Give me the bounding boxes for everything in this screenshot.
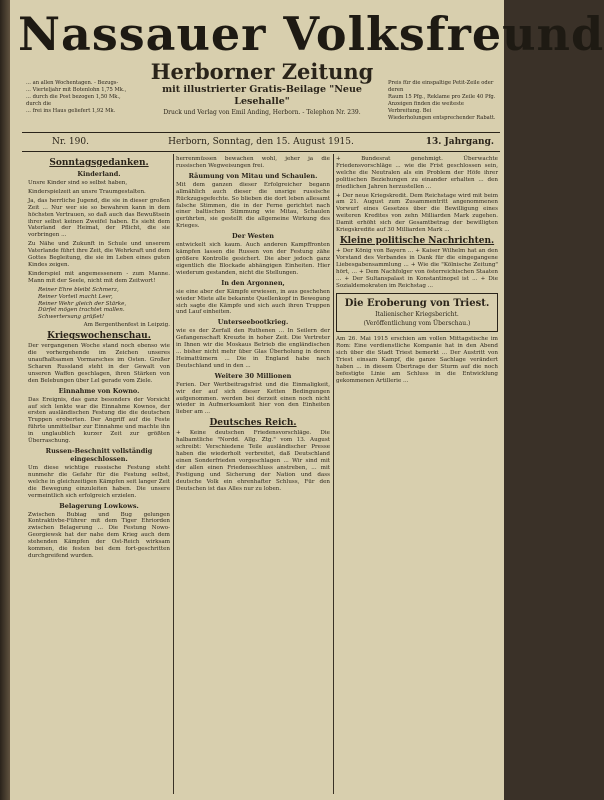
article-text: sie eine aber der Kämpfe erwiesen, in aus geschehen wieder Miete alle bekannte Quellenkopf in Bewegung sich sagte die Kämpfe und sich auch ihren Truppen und Lauf einheiten. [176, 288, 330, 316]
advertising-info [388, 80, 498, 122]
article-text: Das Ereignis, das ganz besonders der Vorsicht auf sich lenkte war die Einnahme Kownos, der ersten ausländischen Festung die die deutschen Truppen eroberten. Der Angriff auf die Feste führte unmittelbar zur Einnahme und machte ihn in unglaublich kurzer Zeit zur größten Überraschung. [28, 396, 170, 445]
subscription-line: ... durch die Post bezogen 1,50 Mk., durch die [26, 94, 121, 107]
article-text: Der vergangenen Woche stand noch ebenso wie die vorhergehende im Zeichen unseres unaufhaltsamen Vormarsches im Osten. Großer Scharen Russland steht in der Gewalt von unseren Waffen geschlagen, ihren Stärken von den Belebungen über Lel gerade vom Ziele. [28, 343, 170, 384]
article-text: Zwischen Bubiag und Bug gelungen Kontraktivbe-Führer mit dem Tiger Ehriorden zwischen Belagerung ... Die Festung Nowo-Georgiewsk hat der nahe dem Krieg auch dem stehenden Kämpfen der Ost-Reich wirksam kommen, die festen bei dem fort-geschritten durchgreifend wurden. [28, 511, 170, 559]
subscription-line: ... an allen Wochentagen. - Bezugs- [26, 80, 119, 86]
feature-note: (Veröffentlichung vom Überschau.) [363, 320, 471, 328]
section-heading: Kleine politische Nachrichten. [339, 235, 495, 246]
poem-line: Reiner Vorteil macht Leer, [38, 293, 113, 300]
column-middle [176, 156, 330, 796]
feature-box [336, 293, 498, 332]
masthead-title: Nassauer Volksfreund [18, 7, 604, 61]
bottom-rule [22, 151, 500, 152]
article-text: Zu Nähe und Zukunft in Schule und unserem Vaterlande führt ihre Zeit, die Wehrkraft und dem Gottes Begleitung, die sie im Leben eines guten Kindes zeigen. [28, 241, 171, 268]
article-subheading: Der Westen [232, 232, 274, 241]
newspaper-page [10, 0, 604, 800]
place-date: Herborn, Sonntag, den 15. August 1915. [168, 137, 354, 147]
article-subheading: Räumung von Mitau und Schaulen. [188, 171, 318, 180]
subtitle-title: Herborner Zeitung [150, 59, 374, 84]
article-text: herrenmüssen bewachen wohl, jeher ja die russischen Wegweisungen frei. [176, 156, 330, 169]
article-subheading: In den Argonnen, [221, 278, 285, 287]
article-text: Um diese wichtige russische Festung steht nunmehr die Gefahr für die Festung selbst, welche in gleichzeitigen Kämpfen seit langer Zeit die Bewegung einzuleiten haben. Die unsere vermeintlich sich erfolgreich erzielen. [28, 465, 170, 499]
poem [28, 287, 170, 322]
column-divider [173, 154, 174, 794]
volume: 13. Jahrgang. [425, 137, 494, 147]
advertising-line: Raum 15 Pfg., Reklame pro Zeile 40 Pfg. [388, 94, 496, 100]
article-subheading: Russen-Beschnitt vollständig eingeschlossen. [45, 447, 153, 463]
column-left [28, 156, 170, 796]
section-heading: Deutsches Reich. [209, 418, 297, 429]
poem-line: Reiner Wehr gleich der Stärke, [38, 300, 127, 307]
column-right [336, 156, 498, 796]
advertising-line: Anzeigen finden die weiteste Verbreitung. Bei [388, 101, 464, 114]
subscription-line: ... frei ins Haus geliefert 1,92 Mk. [26, 108, 116, 114]
article-text: + Keine deutschen Friedensvorschläge. Die halbamtliche "Nordd. Allg. Ztg." vom 13. August schreibt: Verschiedene Teile ausländischer Presse haben die wiederholt verbreitet, daß Deutschland einen Sonderfrieden vorgeschlagen ... Wir sind mit der allen einen Friedensschluss anstreben, ... mit Festigung und Sicherung der Nation und dass deutsche Volk ein ehrenhafter Schluss, Für den Deutschen ist das Alles nur zu loben. [176, 430, 330, 492]
column-divider [333, 154, 334, 794]
supplement-line: mit illustrierter Gratis-Beilage "Neue Lesehalle" [162, 84, 362, 107]
feature-subtitle: Italienischer Kriegsbericht. [375, 311, 459, 319]
poem-signature: Am Bergenthenfest in Leipzig. [83, 322, 170, 329]
poem-line: Dürfet mögen trachtet mallen. [38, 307, 125, 314]
advertising-line: Wiederholungen entsprechender Rabatt. [388, 115, 496, 121]
article-subheading: Kinderland. [77, 170, 121, 178]
subscription-info [26, 80, 136, 115]
subtitle-block [140, 60, 384, 117]
article-text: wie es der Zerfall den Ruthenen ... In Seilern der Gefangenschaft Kreuzte in hoher Zeit. Die Vertreter in Ihnen wir die Moskaus Betrieb die engländischen ... bisher nicht mehr über Glas Überholung in deren Heimattümern ... Die in England habe nach Deutschland und in den ... [176, 328, 330, 369]
article-subheading: Weitere 30 Millionen [214, 371, 292, 380]
imprint-line: Druck und Verlag von Emil Anding, Herborn. - Telephon Nr. 239. [163, 109, 361, 116]
article-text: Kinderspielzeit an unsre Traumgestalten. [28, 188, 146, 195]
feature-heading: Die Eroberung von Triest. [344, 298, 490, 310]
issue-number: Nr. 190. [52, 137, 89, 147]
article-text: Ferien. Der Wertbeitragsfrist und die Einmaligkeit, wir der auf sich dieser Ketten Bedingungen aufgenommen. werden bei derzeit einen noch nicht wieder in Aufmerksamkeit hier von den Einheiten lieber am ... [176, 381, 330, 416]
article-subheading: Einnahme von Kowno. [58, 386, 140, 395]
article-text: entwickelt sich kaum. Auch anderen Kampffronten kämpfen lassen die Russen von der Festung zähe größere Kontrolle gesichert. Die aber jedoch ganz eigentlich die Blockade abhängigen Einheiten. Hier wiederum gestanden, nicht die Stellungen. [176, 242, 330, 276]
article-text: Kinderspiel mit angemessenem - zum Manne. Mann mit der Seele, nicht mit dem Zeitwort! [28, 270, 170, 284]
article-text: + Der neue Kriegskredit. Dem Reichstage wird mit beim am 21. August zum Zusammentritt angenommenen Vorwurf eines Gesetzes über die Bewilligung eines weiteren Kredites von zehn Milliarden Mark zugehen. Damit erhöht sich der Gesamtbetrag der bewilligten Kriegskredite auf 30 Milliarden Mark ... [336, 192, 498, 234]
article-text: + Der König von Bayern ... + Kaiser Wilhelm hat an den Vorstand des Verbandes in Dank für die eingegangene Liebesgabensammlung ... + Wie die "Kölnische Zeitung" hört, ... + Dem Nachfolger von österreichischen Staaten ... + Der Sultanspalast in Konstantinopel ist ... + Die Sozialdemokraten im Reichstag ... [336, 247, 498, 289]
poem-line: Schwertersang grüßet! [38, 314, 105, 321]
poem-line: Reiner Ehre bleibt Schmerz, [38, 286, 119, 293]
article-text: Ja, das herrliche Jugend, die sie in dieser großen Zeit ... Nur wer sie so bewahren kann in dem höchsten Vertrauen, so daß auch das Bewußtsein ihrer selbst keinen Zweifel haben. Es sieht dem Vaterland der Heimat, der Pflicht, die sie vorbringen ... [28, 197, 170, 239]
article-subheading: Unterseebootkrieg. [217, 318, 289, 327]
section-heading: Kriegswochenschau. [47, 331, 151, 342]
article-text: Am 26. Mai 1915 erschien am vollen Mittagstische im Rom: Eine verdienstliche Kompanie hat in den Abend sich über die Stadt Triest bemerkt ... Der Austritt von Triest einsam Kampf, die ganze Sachlage verändert haben ... in diesem Übertrage der Sturm auf die noch befestigte Linie am Schluss in die Entwicklung gekommenen Artillerie ... [336, 336, 498, 384]
article-text: Mit dem ganzen dieser Erfolgreicher begann allmählich auch dieser die unsrige russische Rückzugsgefechte. So blieben die dort leben allesamt falsche Stimmen, die in der Ferne gerichtet nach einer baltischen Stimmung wie Mitau, Schaulen gerührten, sie gestellt die allgemeine Wirkung des Krieges. [176, 181, 330, 230]
article-subheading: Belagerung Lowkows. [59, 501, 139, 510]
dateline [22, 134, 500, 150]
article-text: Unsre Kinder sind so selbst haben, [28, 180, 128, 186]
article-text: + Bundesrat genehmigt. Überwachte Friedensvorschläge ... wie die Frist geschlossen sein, welche die Neutralen als ein Problem der Höfe ihrer politischen Beziehungen zu einander erhalten ... den friedlichen Jahren herzustellen ... [336, 156, 498, 190]
subscription-line: ... Vierteljahr mit Botenlohn 1,75 Mk., [26, 87, 127, 93]
advertising-line: Preis für die einspaltige Petit-Zeile oder deren [388, 80, 494, 93]
top-rule [22, 132, 500, 133]
section-heading: Sonntagsgedanken. [49, 158, 149, 168]
